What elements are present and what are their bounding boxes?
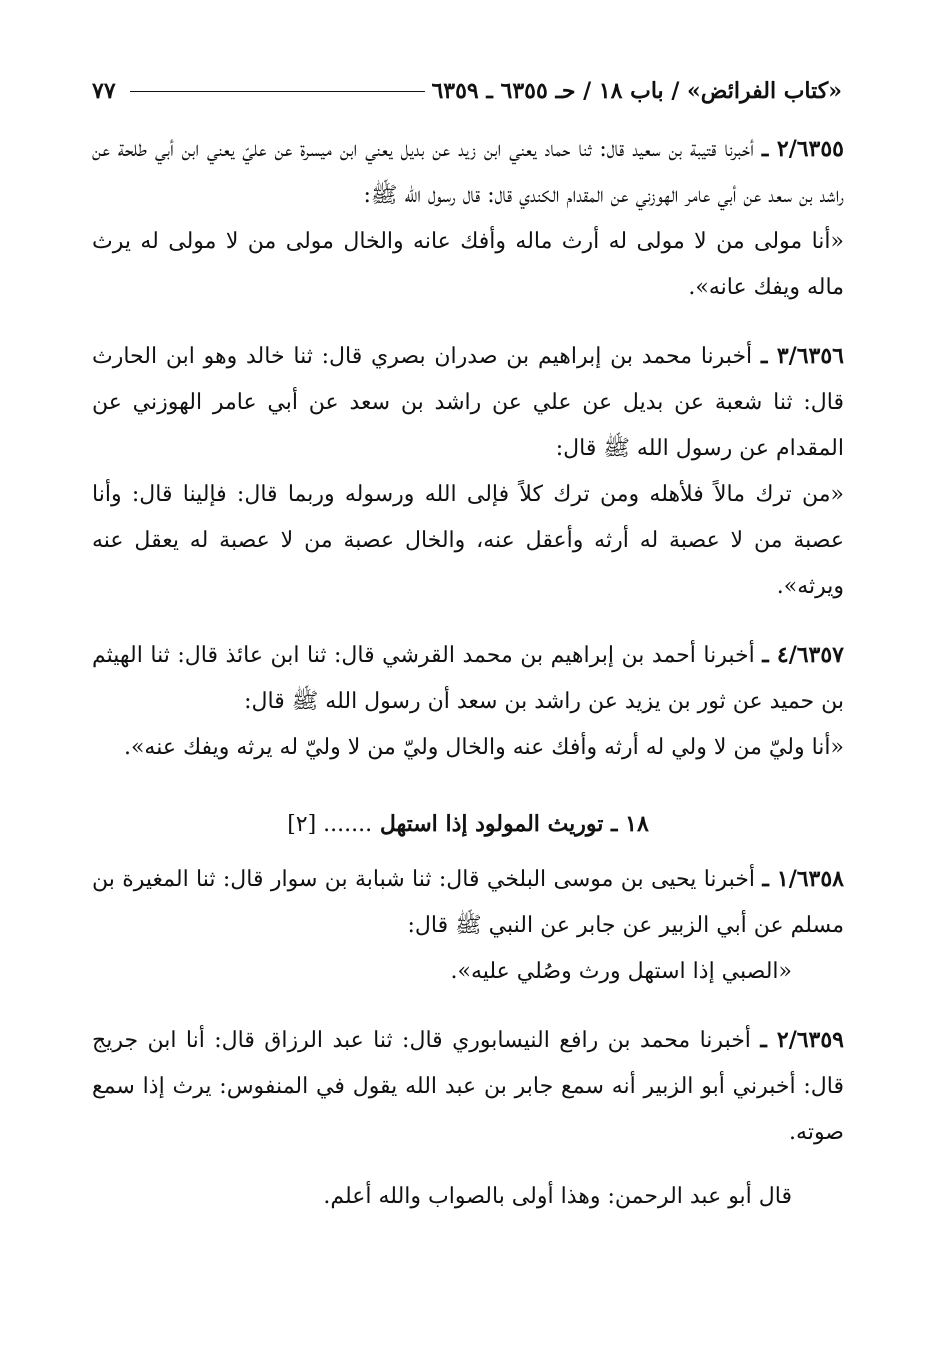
hadith-entry <box>92 632 844 725</box>
page-content <box>92 126 844 1220</box>
section-ref: ....... [٢] <box>287 812 373 837</box>
running-header <box>92 74 842 108</box>
hadith-matn: «أنا مولى من لا مولى له أرث ماله وأفك عانه والخال مولى من لا مولى له يرث ماله ويفك عانه». <box>92 229 844 300</box>
hadith-number: ٢/٦٣٥٥ ـ <box>761 136 844 162</box>
hadith-entry <box>92 333 844 472</box>
hadith-entry <box>92 126 844 219</box>
hadith-number: ١/٦٣٥٨ ـ <box>762 866 844 892</box>
hadith-matn: «أنا وليّ من لا ولي له أرثه وأفك عنه والخال وليّ من لا وليّ له يرثه ويفك عنه». <box>123 735 844 760</box>
hadith-entry <box>92 856 844 949</box>
hadith-isnad: أخبرنا محمد بن إبراهيم بن صدران بصري قال: ثنا خالد وهو ابن الحارث قال: ثنا شعبة عن بديل عن علي عن راشد بن سعد عن أبي عامر الهوزني عن المقدام عن رسول الله ﷺ قال: <box>92 344 844 461</box>
header-rule <box>130 91 426 92</box>
hadith-number: ٣/٦٣٥٦ ـ <box>760 343 844 369</box>
hadith-number: ٢/٦٣٥٩ ـ <box>760 1027 844 1053</box>
hadith-isnad: أخبرنا أحمد بن إبراهيم بن محمد القرشي قال: ثنا ابن عائذ قال: ثنا الهيثم بن حميد عن ثور بن يزيد عن راشد بن سعد أن رسول الله ﷺ قال: <box>92 643 844 714</box>
hadith-entry <box>92 1017 844 1156</box>
hadith-number: ٤/٦٣٥٧ ـ <box>762 642 844 668</box>
page-number: ٧٧ <box>92 78 116 104</box>
section-heading <box>92 801 844 848</box>
hadith-matn: «الصبي إذا استهل ورث وصُلي عليه». <box>450 959 792 984</box>
hadith-isnad: أخبرنا محمد بن رافع النيسابوري قال: ثنا عبد الرزاق قال: أنا ابن جريج قال: أخبرني أبو الزبير أنه سمع جابر بن عبد الله يقول في المنفوس: يرث إذا سمع صوته. <box>92 1028 844 1145</box>
section-title: ١٨ ـ توريث المولود إذا استهل <box>379 811 649 837</box>
header-title: «كتاب الفرائض» / باب ١٨ / حـ ٦٣٥٥ ـ ٦٣٥٩ <box>431 78 842 104</box>
closing-remark: قال أبو عبد الرحمن: وهذا أولى بالصواب والله أعلم. <box>323 1184 792 1209</box>
hadith-isnad: أخبرنا قتيبة بن سعيد قال: ثنا حماد يعني ابن زيد عن بديل يعني ابن ميسرة عن عليّ يعني ابن أبي طلحة عن راشد بن سعد عن أبي عامر الهوزني عن المقدام الكندي قال: قال رسول الله ﷺ: <box>92 137 844 208</box>
hadith-isnad: أخبرنا يحيى بن موسى البلخي قال: ثنا شبابة بن سوار قال: ثنا المغيرة بن مسلم عن أبي الزبير عن جابر عن النبي ﷺ قال: <box>92 867 844 938</box>
hadith-matn: «من ترك مالاً فلأهله ومن ترك كلاً فإلى الله ورسوله وربما قال: فإلينا قال: وأنا عصبة من لا عصبة له أرثه وأعقل عنه، والخال عصبة من لا عصبة له يعقل عنه ويرثه». <box>92 482 844 599</box>
